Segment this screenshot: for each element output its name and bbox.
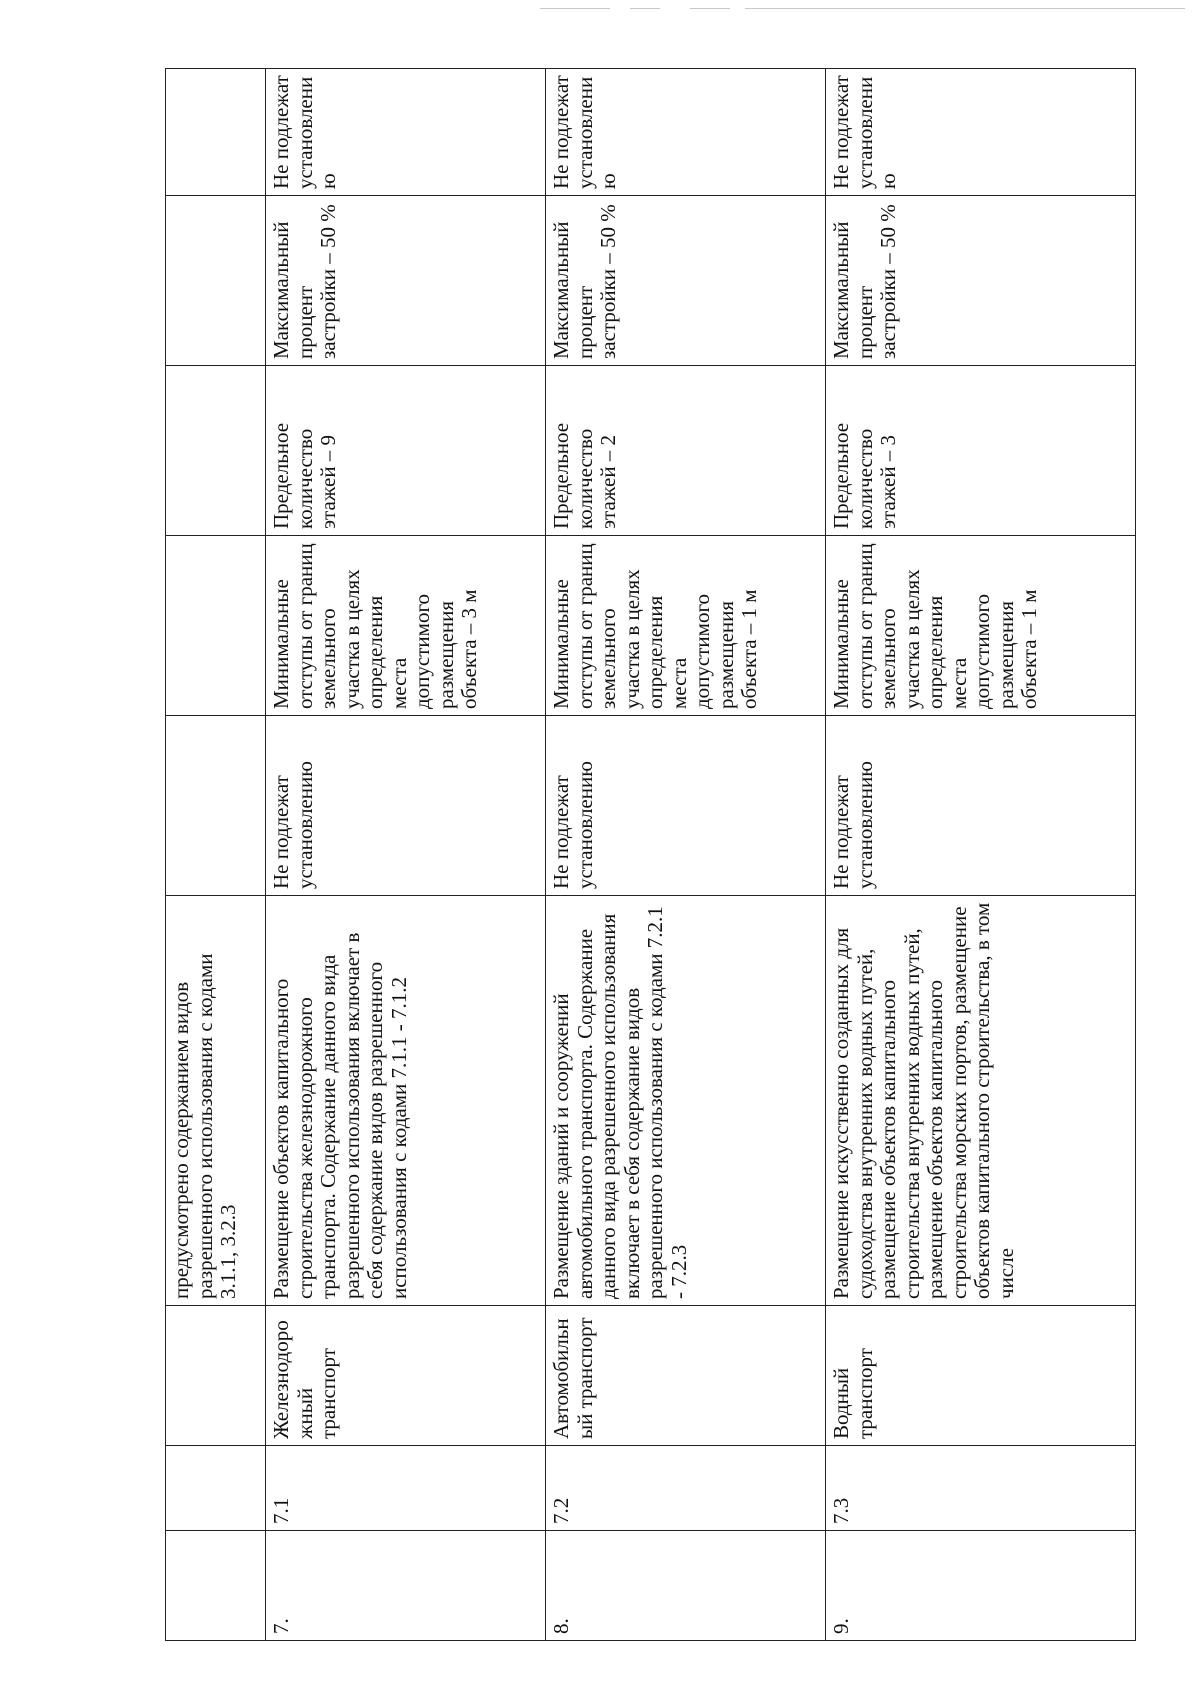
cell-num: 8. <box>546 1531 826 1641</box>
rotated-page <box>165 69 1135 1641</box>
cell-num: 7. <box>266 1531 546 1641</box>
cell-floors <box>166 366 266 536</box>
cell-area-limit: Не подлежат установлению <box>546 716 826 896</box>
cell-other: Не подлежат установлению <box>546 69 826 196</box>
cell-coverage: Максимальный процент застройки – 50 % <box>546 196 826 366</box>
cell-coverage: Максимальный процент застройки – 50 % <box>266 196 546 366</box>
table-row-continuation <box>166 69 266 1641</box>
cell-code: 7.2 <box>546 1446 826 1531</box>
cell-code: 7.1 <box>266 1446 546 1531</box>
table-row <box>266 69 546 1641</box>
cell-setback: Минимальные отступы от границ земельного участка в целях определения места допустимого размещения объекта – 1 м <box>546 536 826 716</box>
cell-floors: Предельное количество этажей – 2 <box>546 366 826 536</box>
cell-code <box>166 1446 266 1531</box>
cell-floors: Предельное количество этажей – 9 <box>266 366 546 536</box>
cell-num: 9. <box>826 1531 1136 1641</box>
cell-description: Размещение зданий и сооружений автомобильного транспорта. Содержание данного вида разрешенного использования включает в себя содержание видов разрешенного использования с кодами 7.2.1 - 7.2.3 <box>546 896 826 1306</box>
table-row <box>546 69 826 1641</box>
cell-other: Не подлежат установлению <box>826 69 1136 196</box>
cell-code: 7.3 <box>826 1446 1136 1531</box>
cell-coverage: Максимальный процент застройки – 50 % <box>826 196 1136 366</box>
cell-name: Автомобильн ый транспорт <box>546 1306 826 1446</box>
cell-name <box>166 1306 266 1446</box>
cell-setback: Минимальные отступы от границ земельного участка в целях определения места допустимого размещения объекта – 3 м <box>266 536 546 716</box>
cell-other: Не подлежат установлению <box>266 69 546 196</box>
cell-area-limit: Не подлежат установлению <box>826 716 1136 896</box>
scan-artifact-line <box>745 8 1185 9</box>
cell-area-limit: Не подлежат установлению <box>266 716 546 896</box>
scan-artifact-line <box>690 8 730 9</box>
cell-description: Размещение искусственно созданных для судоходства внутренних водных путей, размещение объектов капитального строительства внутренних водных путей, размещение объектов капитального строительства морских портов, размещение объектов капитального строительства, в том числе <box>826 896 1136 1306</box>
scan-artifact-line <box>630 8 660 9</box>
table-row <box>826 69 1136 1641</box>
cell-setback: Минимальные отступы от границ земельного участка в целях определения места допустимого размещения объекта – 1 м <box>826 536 1136 716</box>
cell-coverage <box>166 196 266 366</box>
land-use-table <box>165 68 1136 1641</box>
cell-description: предусмотрено содержанием видов разрешенного использования с кодами 3.1.1, 3.2.3 <box>166 896 266 1306</box>
cell-name: Железнодоро жный транспорт <box>266 1306 546 1446</box>
cell-area-limit <box>166 716 266 896</box>
cell-name: Водный транспорт <box>826 1306 1136 1446</box>
scan-artifact-line <box>540 8 610 9</box>
cell-num <box>166 1531 266 1641</box>
cell-setback <box>166 536 266 716</box>
cell-other <box>166 69 266 196</box>
cell-floors: Предельное количество этажей – 3 <box>826 366 1136 536</box>
cell-description: Размещение объектов капитального строительства железнодорожного транспорта. Содержание данного вида разрешенного использования включает в себя содержание видов разрешенного использования с кодами 7.1.1 - 7.1.2 <box>266 896 546 1306</box>
